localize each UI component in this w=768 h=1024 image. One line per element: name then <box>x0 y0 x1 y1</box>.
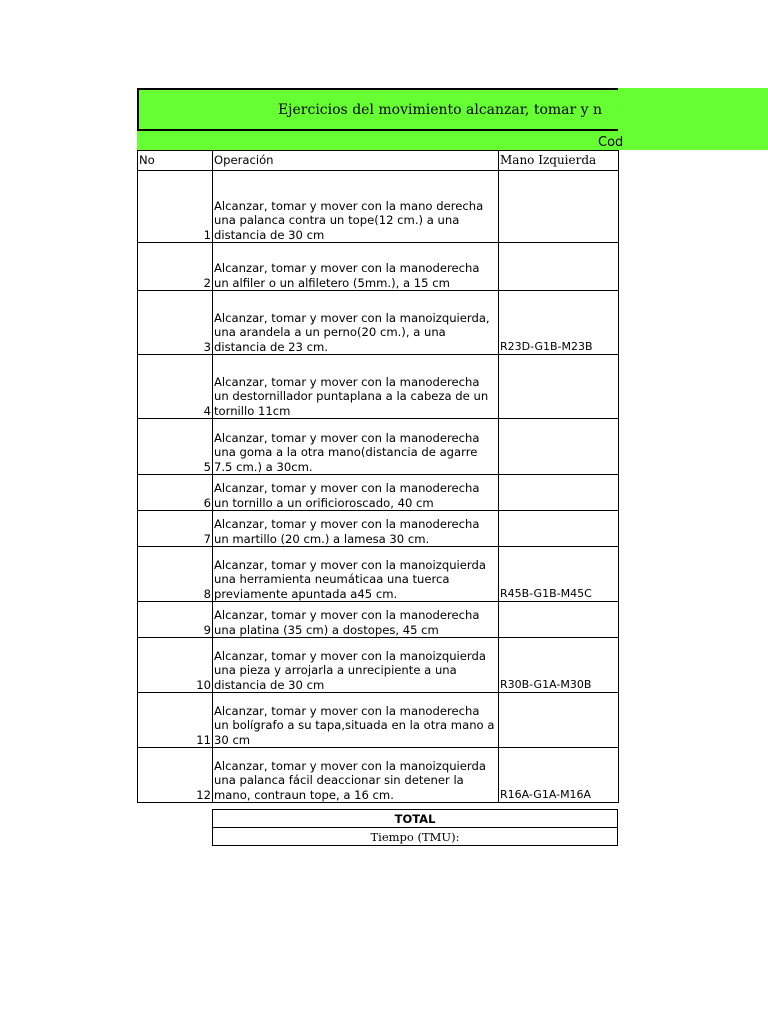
row-number: 2 <box>138 243 213 291</box>
row-number: 5 <box>138 419 213 475</box>
table-header-row <box>138 151 619 171</box>
left-hand-cell <box>499 602 619 638</box>
left-hand-cell <box>499 511 619 547</box>
left-hand-cell: R30B-G1A-M30B <box>499 638 619 693</box>
row-number: 11 <box>138 693 213 748</box>
page-title: Ejercicios del movimiento alcanzar, tomar y n <box>277 102 603 118</box>
row-number: 7 <box>138 511 213 547</box>
row-number: 8 <box>138 547 213 602</box>
operation-cell: Alcanzar, tomar y mover con la manoderecha un destornillador puntaplana a la cabeza de un tornillo 11cm <box>213 355 499 419</box>
column-header-no: No <box>138 151 213 171</box>
left-hand-cell: R23D-G1B-M23B <box>499 291 619 355</box>
operation-cell: Alcanzar, tomar y mover con la manoderecha un tornillo a un orificioroscado, 40 cm <box>213 475 499 511</box>
operation-cell: Alcanzar, tomar y mover con la manoizquierda una pieza y arrojarla a unrecipiente a una distancia de 30 cm <box>213 638 499 693</box>
time-row <box>213 828 618 846</box>
table-row <box>138 511 619 547</box>
table-row <box>138 638 619 693</box>
operation-cell: Alcanzar, tomar y mover con la manoizquierda, una arandela a un perno(20 cm.), a una distancia de 23 cm. <box>213 291 499 355</box>
page-subtitle: Cod <box>598 135 624 150</box>
table-row <box>138 291 619 355</box>
table-row <box>138 243 619 291</box>
operation-cell: Alcanzar, tomar y mover con la manoizquierda una herramienta neumáticaa una tuerca previamente apuntada a45 cm. <box>213 547 499 602</box>
row-number: 3 <box>138 291 213 355</box>
total-row <box>213 810 618 828</box>
table-row <box>138 547 619 602</box>
row-number: 4 <box>138 355 213 419</box>
left-hand-cell <box>499 355 619 419</box>
table-row <box>138 419 619 475</box>
left-hand-cell <box>499 693 619 748</box>
totals-table <box>212 809 618 846</box>
total-label: TOTAL <box>213 810 618 828</box>
table-row <box>138 748 619 803</box>
table-row <box>138 602 619 638</box>
table-row <box>138 355 619 419</box>
left-hand-cell <box>499 171 619 243</box>
time-tmu-label: Tiempo (TMU): <box>213 828 618 846</box>
row-number: 9 <box>138 602 213 638</box>
row-number: 10 <box>138 638 213 693</box>
operation-cell: Alcanzar, tomar y mover con la manoderecha una platina (35 cm) a dostopes, 45 cm <box>213 602 499 638</box>
row-number: 12 <box>138 748 213 803</box>
column-header-left-hand: Mano Izquierda <box>499 151 619 171</box>
operations-table <box>137 150 619 803</box>
operation-cell: Alcanzar, tomar y mover con la manoderecha una goma a la otra mano(distancia de agarre 7.5 cm.) a 30cm. <box>213 419 499 475</box>
operation-cell: Alcanzar, tomar y mover con la manoderecha un alfiler o un alfiletero (5mm.), a 15 cm <box>213 243 499 291</box>
left-hand-cell: R45B-G1B-M45C <box>499 547 619 602</box>
operation-cell: Alcanzar, tomar y mover con la manoderecha un martillo (20 cm.) a lamesa 30 cm. <box>213 511 499 547</box>
left-hand-cell <box>499 475 619 511</box>
table-row <box>138 693 619 748</box>
row-number: 6 <box>138 475 213 511</box>
column-header-operation: Operación <box>213 151 499 171</box>
left-hand-cell <box>499 243 619 291</box>
operation-cell: Alcanzar, tomar y mover con la manoizquierda una palanca fácil deaccionar sin detener la mano, contraun tope, a 16 cm. <box>213 748 499 803</box>
title-banner-border <box>137 88 624 150</box>
table-row <box>138 475 619 511</box>
table-row <box>138 171 619 243</box>
row-number: 1 <box>138 171 213 243</box>
operation-cell: Alcanzar, tomar y mover con la manoderecha un bolígrafo a su tapa,situada en la otra mano a 30 cm <box>213 693 499 748</box>
operation-cell: Alcanzar, tomar y mover con la mano derecha una palanca contra un tope(12 cm.) a una distancia de 30 cm <box>213 171 499 243</box>
left-hand-cell <box>499 419 619 475</box>
left-hand-cell: R16A-G1A-M16A <box>499 748 619 803</box>
